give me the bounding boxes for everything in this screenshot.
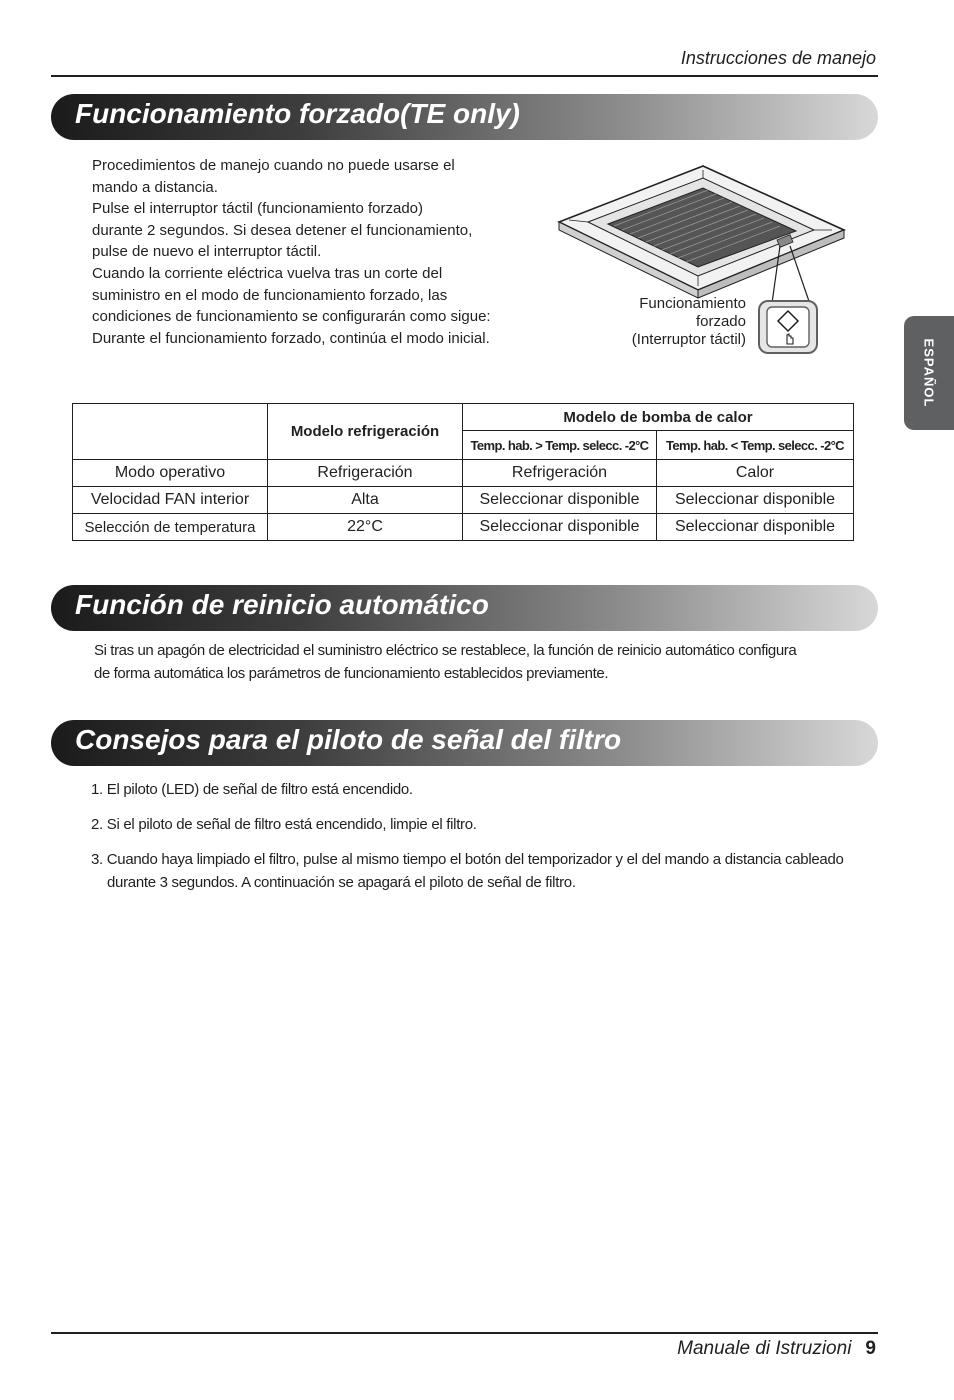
description-line: Durante el funcionamiento forzado, continúa el modo inicial.	[92, 329, 490, 347]
description-line: Si tras un apagón de electricidad el suministro eléctrico se restablece, la función de reinicio automático configura	[94, 642, 797, 659]
description-line: pulse de nuevo el interruptor táctil.	[92, 243, 322, 261]
row-label: Selección de temperatura	[73, 514, 268, 541]
cooling-value: Alta	[268, 487, 463, 514]
description-line: mando a distancia.	[92, 178, 218, 196]
footer-text: Manuale di Istruzioni	[677, 1338, 852, 1359]
description-line: Procedimientos de manejo cuando no puede usarse el	[92, 157, 455, 174]
description-line: suministro en el modo de funcionamiento forzado, las	[92, 286, 448, 304]
header-room-temp-higher: Temp. hab. > Temp. selecc. -2°C	[463, 431, 657, 460]
list-item: 1. El piloto (LED) de señal de filtro está encendido.	[91, 781, 413, 798]
description-line: durante 2 segundos. Si desea detener el funcionamiento,	[92, 221, 473, 239]
description-line: condiciones de funcionamiento se configurarán como sigue:	[92, 308, 491, 326]
touch-switch-icon	[757, 299, 819, 357]
description-line: Pulse el interruptor táctil (funcionamiento forzado)	[92, 200, 423, 218]
header-heat-pump-model: Modelo de bomba de calor	[463, 404, 854, 431]
table-row	[73, 487, 854, 514]
header-title: Instrucciones de manejo	[680, 48, 876, 68]
section-banner-forced-operation	[51, 94, 878, 140]
heat-pump-value-1: Seleccionar disponible	[463, 487, 657, 514]
description-line: de forma automática los parámetros de funcionamiento establecidos previamente.	[94, 665, 609, 682]
forced-operation-description	[92, 155, 542, 349]
row-label: Modo operativo	[73, 460, 268, 487]
section-title: Consejos para el piloto de señal del filtro	[75, 724, 622, 755]
footer-rule	[51, 1332, 878, 1334]
footer	[677, 1338, 876, 1360]
section-title: Función de reinicio automático	[75, 589, 489, 620]
touch-switch-callout	[598, 295, 746, 349]
list-item-line: 3. Cuando haya limpiado el filtro, pulse al mismo tiempo el botón del temporizador y el del mando a distancia cableado	[91, 851, 844, 868]
section-banner-filter-signal	[51, 720, 878, 766]
table-corner-cell	[73, 404, 268, 460]
language-tab	[904, 316, 954, 430]
heat-pump-value-2: Seleccionar disponible	[657, 487, 854, 514]
heat-pump-value-1: Refrigeración	[463, 460, 657, 487]
list-item: 2. Si el piloto de señal de filtro está encendido, limpie el filtro.	[91, 816, 477, 833]
header-room-temp-lower: Temp. hab. < Temp. selecc. -2°C	[657, 431, 854, 460]
cooling-value: 22°C	[268, 514, 463, 541]
callout-line: Funcionamiento	[639, 295, 746, 312]
page-number: 9	[865, 1338, 876, 1359]
section-banner-auto-restart	[51, 585, 878, 631]
heat-pump-value-1: Seleccionar disponible	[463, 514, 657, 541]
header-cooling-model: Modelo refrigeración	[268, 404, 463, 460]
list-item	[91, 848, 871, 894]
heat-pump-value-2: Seleccionar disponible	[657, 514, 854, 541]
callout-line: (Interruptor táctil)	[631, 331, 746, 348]
callout-line: forzado	[695, 313, 746, 330]
table-row	[73, 460, 854, 487]
section-title: Funcionamiento forzado(TE only)	[75, 98, 520, 129]
language-tab-label: ESPAÑOL	[921, 338, 937, 408]
table-row	[73, 514, 854, 541]
list-item-line: durante 3 segundos. A continuación se apagará el piloto de señal de filtro.	[107, 874, 576, 891]
description-line: Cuando la corriente eléctrica vuelva tras un corte del	[92, 264, 443, 282]
header-rule	[51, 75, 878, 77]
forced-operation-table	[72, 403, 854, 541]
auto-restart-description	[94, 639, 874, 685]
row-label: Velocidad FAN interior	[73, 487, 268, 514]
heat-pump-value-2: Calor	[657, 460, 854, 487]
cooling-value: Refrigeración	[268, 460, 463, 487]
